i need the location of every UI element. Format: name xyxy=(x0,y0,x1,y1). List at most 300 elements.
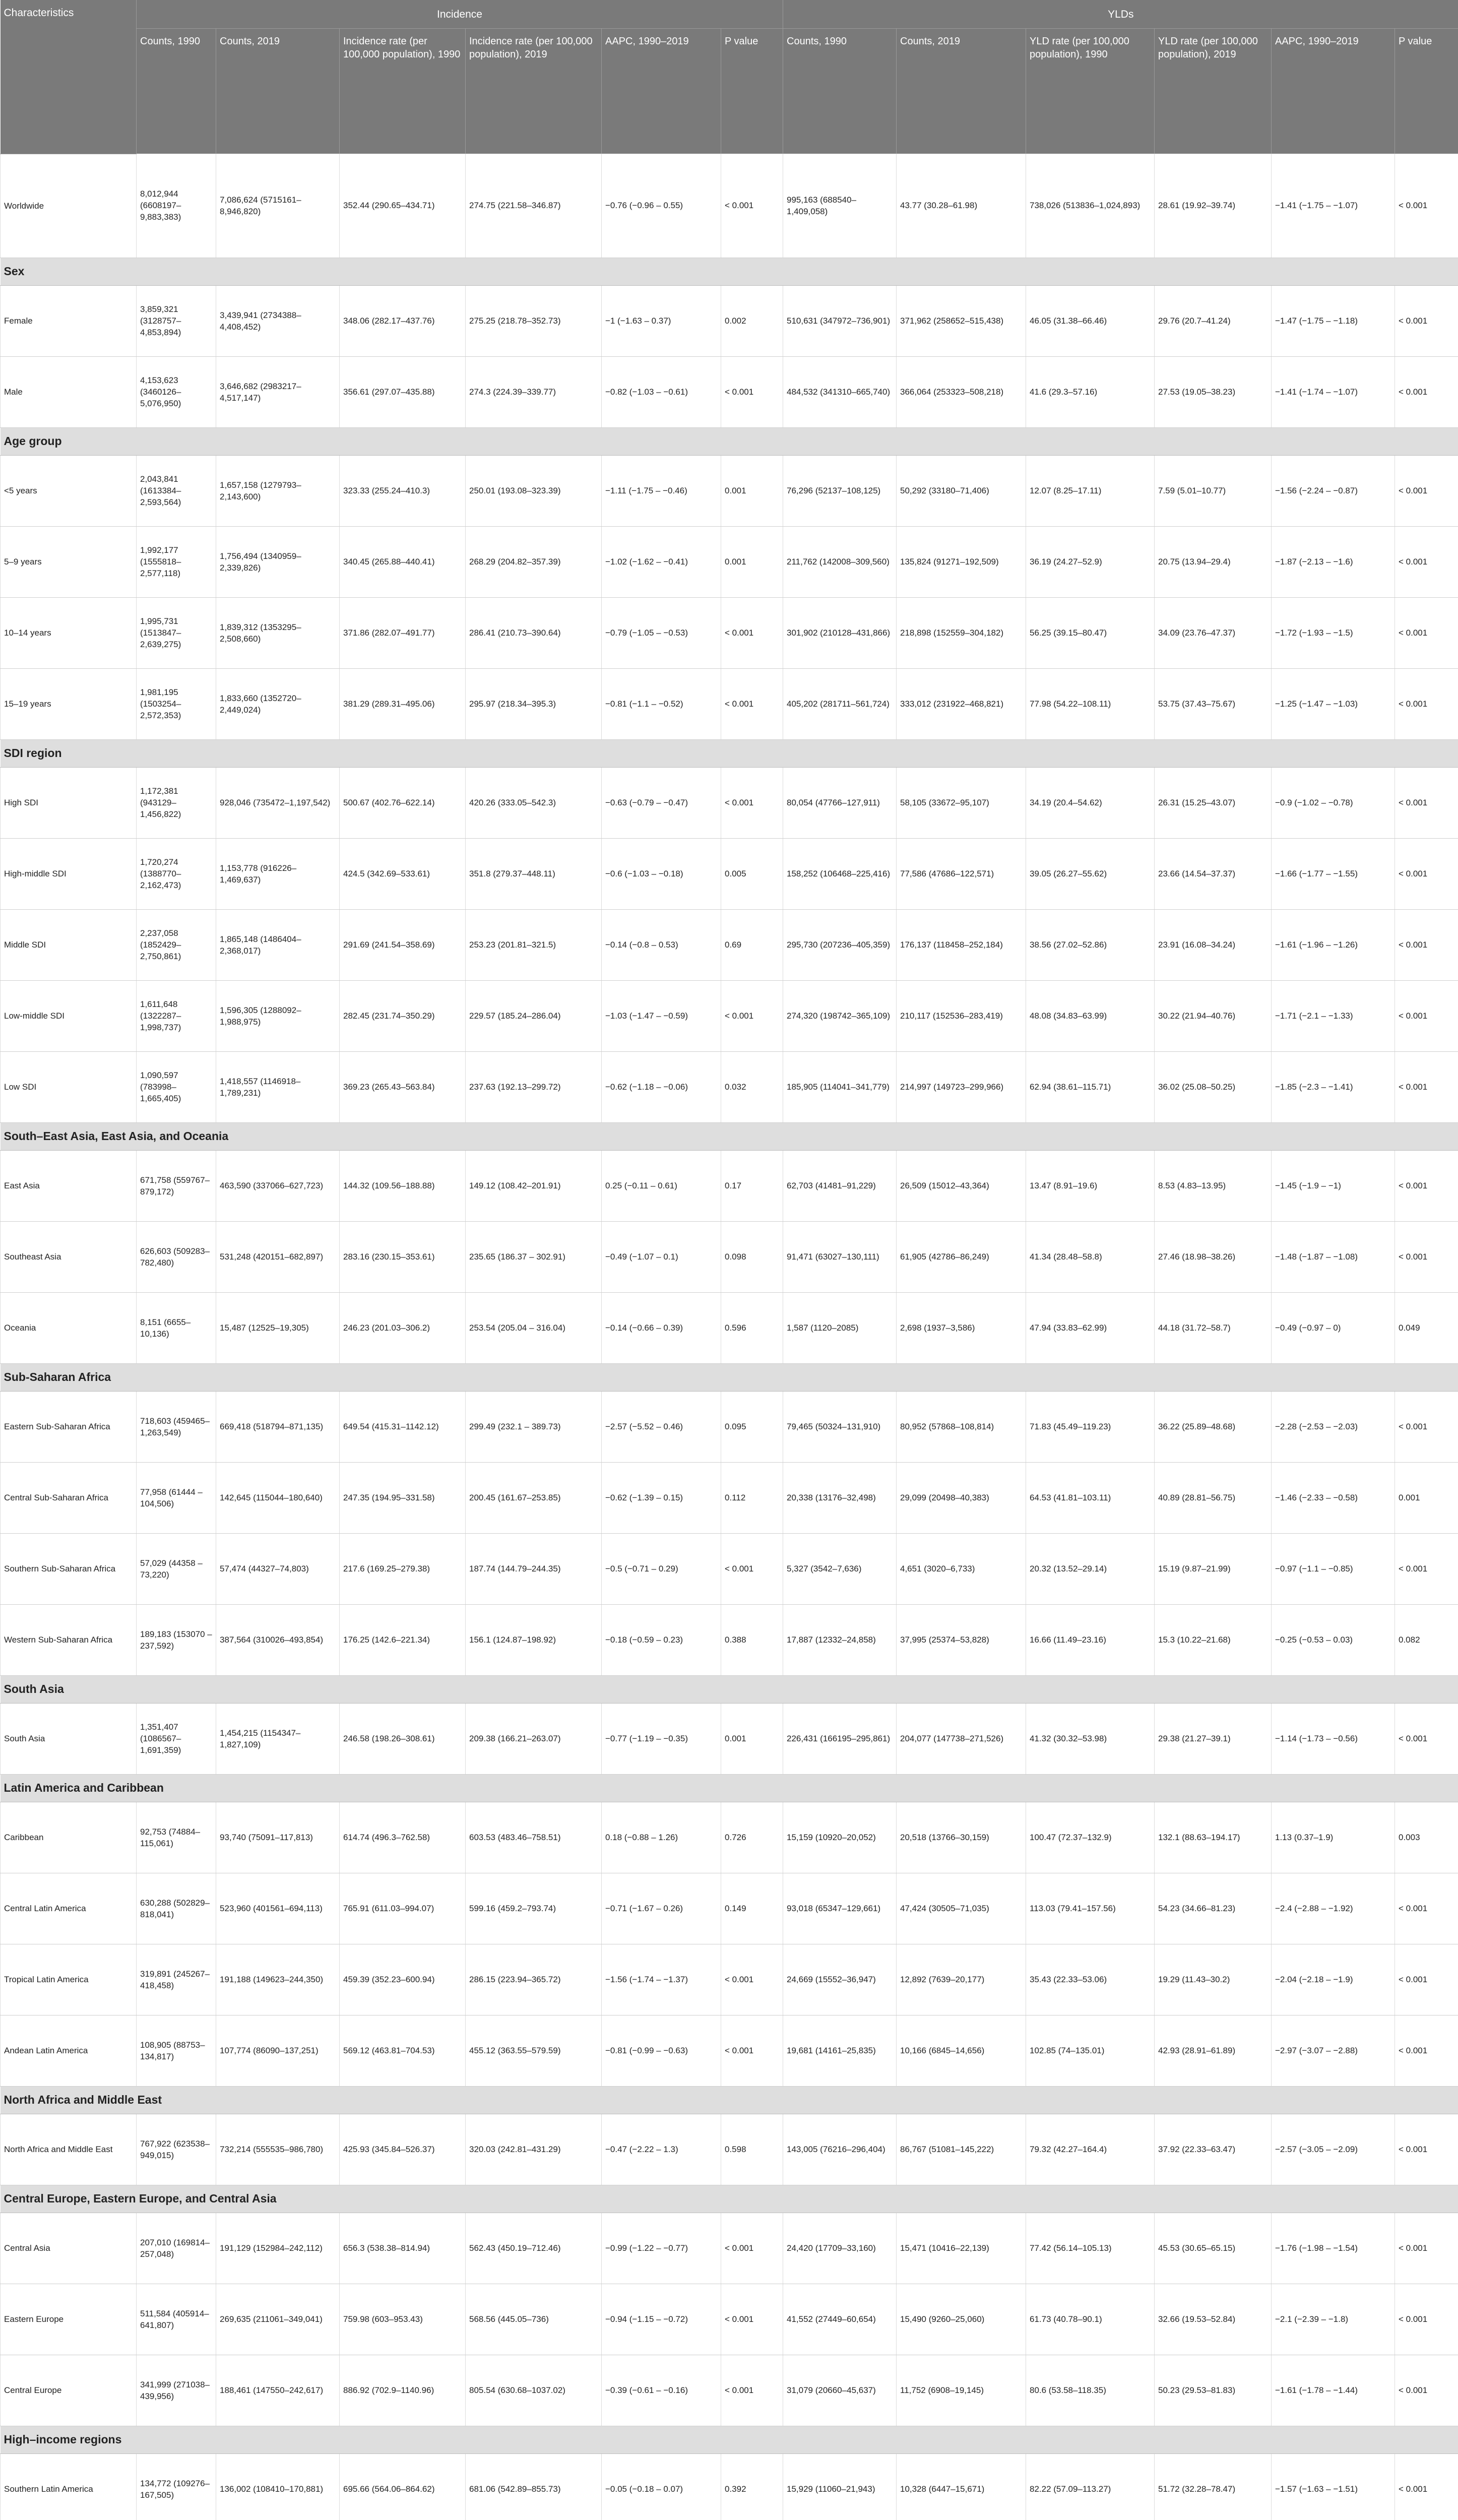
table-cell: 80,952 (57868–108,814) xyxy=(897,1391,1026,1462)
table-cell: 47,424 (30505–71,035) xyxy=(897,1873,1026,1944)
table-cell: 31,079 (20660–45,637) xyxy=(783,2355,897,2426)
table-cell: 204,077 (147738–271,526) xyxy=(897,1703,1026,1774)
section-row xyxy=(1,427,1458,455)
table-cell: < 0.001 xyxy=(1395,909,1458,980)
table-cell: 1,172,381 (943129–1,456,822) xyxy=(137,767,216,838)
table-cell: −0.79 (−1.05 – −0.53) xyxy=(602,597,721,668)
table-cell: −0.14 (−0.8 – 0.53) xyxy=(602,909,721,980)
table-cell: 0.005 xyxy=(721,838,783,909)
table-cell: 77,958 (61444 – 104,506) xyxy=(137,1462,216,1533)
table-cell: 7,086,624 (5715161–8,946,820) xyxy=(216,154,340,258)
table-cell: 1.13 (0.37–1.9) xyxy=(1272,1802,1395,1873)
table-cell: 1,351,407 (1086567–1,691,359) xyxy=(137,1703,216,1774)
table-row xyxy=(1,2453,1458,2520)
table-cell: < 0.001 xyxy=(1395,980,1458,1051)
table-cell: < 0.001 xyxy=(1395,597,1458,668)
table-cell: 26.31 (15.25–43.07) xyxy=(1155,767,1272,838)
table-row xyxy=(1,2284,1458,2355)
table-cell: 630,288 (502829–818,041) xyxy=(137,1873,216,1944)
table-cell: −1 (−1.63 – 0.37) xyxy=(602,285,721,356)
table-cell: < 0.001 xyxy=(1395,1391,1458,1462)
section-label: South–East Asia, East Asia, and Oceania xyxy=(1,1122,1458,1150)
table-cell: 1,992,177 (1555818–2,577,118) xyxy=(137,526,216,597)
table-cell: 144.32 (109.56–188.88) xyxy=(340,1150,466,1221)
header-characteristics: Characteristics xyxy=(1,0,137,154)
table-cell: 20.75 (13.94–29.4) xyxy=(1155,526,1272,597)
table-cell: 54.23 (34.66–81.23) xyxy=(1155,1873,1272,1944)
table-cell: 132.1 (88.63–194.17) xyxy=(1155,1802,1272,1873)
table-cell: −2.57 (−3.05 – −2.09) xyxy=(1272,2114,1395,2185)
table-cell: 15,490 (9260–25,060) xyxy=(897,2284,1026,2355)
table-cell: 0.17 xyxy=(721,1150,783,1221)
table-cell: 12.07 (8.25–17.11) xyxy=(1026,455,1155,526)
table-cell: −2.4 (−2.88 – −1.92) xyxy=(1272,1873,1395,1944)
table-cell: −2.57 (−5.52 – 0.46) xyxy=(602,1391,721,1462)
section-label: North Africa and Middle East xyxy=(1,2086,1458,2114)
table-cell: 24,420 (17709–33,160) xyxy=(783,2213,897,2284)
table-cell: 102.85 (74–135.01) xyxy=(1026,2015,1155,2086)
table-cell: 8,151 (6655–10,136) xyxy=(137,1292,216,1363)
table-cell: 718,603 (459465–1,263,549) xyxy=(137,1391,216,1462)
table-cell: 656.3 (538.38–814.94) xyxy=(340,2213,466,2284)
column-header-incidence-rate-2019: Incidence rate (per 100,000 population), 2019 xyxy=(466,29,602,154)
table-cell: −1.87 (−2.13 – −1.6) xyxy=(1272,526,1395,597)
table-cell: 614.74 (496.3–762.58) xyxy=(340,1802,466,1873)
row-label: Low-middle SDI xyxy=(1,980,137,1051)
table-cell: 51.72 (32.28–78.47) xyxy=(1155,2453,1272,2520)
table-cell: 176,137 (118458–252,184) xyxy=(897,909,1026,980)
table-cell: 93,740 (75091–117,813) xyxy=(216,1802,340,1873)
column-header-yld-rate-2019: YLD rate (per 100,000 population), 2019 xyxy=(1155,29,1272,154)
table-cell: 20,518 (13766–30,159) xyxy=(897,1802,1026,1873)
table-cell: 62.94 (38.61–115.71) xyxy=(1026,1051,1155,1122)
table-cell: < 0.001 xyxy=(1395,2284,1458,2355)
table-cell: 626,603 (509283–782,480) xyxy=(137,1221,216,1292)
table-cell: 2,043,841 (1613384–2,593,564) xyxy=(137,455,216,526)
table-cell: 57,474 (44327–74,803) xyxy=(216,1533,340,1604)
column-header-counts-2019: Counts, 2019 xyxy=(216,29,340,154)
table-cell: 15,471 (10416–22,139) xyxy=(897,2213,1026,2284)
table-cell: 20,338 (13176–32,498) xyxy=(783,1462,897,1533)
row-label: Caribbean xyxy=(1,1802,137,1873)
table-cell: −1.85 (−2.3 – −1.41) xyxy=(1272,1051,1395,1122)
table-row xyxy=(1,1873,1458,1944)
table-cell: 356.61 (297.07–435.88) xyxy=(340,356,466,427)
table-cell: 29,099 (20498–40,383) xyxy=(897,1462,1026,1533)
table-cell: 35.43 (22.33–53.06) xyxy=(1026,1944,1155,2015)
table-cell: 3,859,321 (3128757–4,853,894) xyxy=(137,285,216,356)
table-cell: 531,248 (420151–682,897) xyxy=(216,1221,340,1292)
table-cell: < 0.001 xyxy=(1395,1051,1458,1122)
table-row xyxy=(1,1150,1458,1221)
table-cell: 681.06 (542.89–855.73) xyxy=(466,2453,602,2520)
table-cell: 352.44 (290.65–434.71) xyxy=(340,154,466,258)
table-cell: 93,018 (65347–129,661) xyxy=(783,1873,897,1944)
table-cell: −0.81 (−1.1 – −0.52) xyxy=(602,668,721,739)
table-cell: 61.73 (40.78–90.1) xyxy=(1026,2284,1155,2355)
table-cell: 113.03 (79.41–157.56) xyxy=(1026,1873,1155,1944)
table-cell: 250.01 (193.08–323.39) xyxy=(466,455,602,526)
table-cell: < 0.001 xyxy=(1395,767,1458,838)
table-cell: 218,898 (152559–304,182) xyxy=(897,597,1026,668)
table-cell: −1.57 (−1.63 – −1.51) xyxy=(1272,2453,1395,2520)
table-cell: 425.93 (345.84–526.37) xyxy=(340,2114,466,2185)
section-row xyxy=(1,739,1458,767)
table-cell: 80,054 (47766–127,911) xyxy=(783,767,897,838)
table-row xyxy=(1,1292,1458,1363)
table-cell: 246.58 (198.26–308.61) xyxy=(340,1703,466,1774)
table-cell: −1.03 (−1.47 – −0.59) xyxy=(602,980,721,1051)
table-cell: < 0.001 xyxy=(1395,1873,1458,1944)
table-cell: < 0.001 xyxy=(721,1533,783,1604)
table-cell: −0.5 (−0.71 – 0.29) xyxy=(602,1533,721,1604)
row-label: Oceania xyxy=(1,1292,137,1363)
table-cell: 1,657,158 (1279793–2,143,600) xyxy=(216,455,340,526)
table-cell: −0.25 (−0.53 – 0.03) xyxy=(1272,1604,1395,1675)
section-label: Age group xyxy=(1,427,1458,455)
table-cell: 12,892 (7639–20,177) xyxy=(897,1944,1026,2015)
table-cell: < 0.001 xyxy=(721,597,783,668)
table-cell: 269,635 (211061–349,041) xyxy=(216,2284,340,2355)
table-cell: 62,703 (41481–91,229) xyxy=(783,1150,897,1221)
table-cell: 341,999 (271038–439,956) xyxy=(137,2355,216,2426)
table-cell: 0.001 xyxy=(1395,1462,1458,1533)
table-cell: < 0.001 xyxy=(721,980,783,1051)
table-cell: 156.1 (124.87–198.92) xyxy=(466,1604,602,1675)
table-cell: −0.97 (−1.1 – −0.85) xyxy=(1272,1533,1395,1604)
table-cell: 569.12 (463.81–704.53) xyxy=(340,2015,466,2086)
table-cell: 3,646,682 (2983217–4,517,147) xyxy=(216,356,340,427)
table-cell: 134,772 (109276–167,505) xyxy=(137,2453,216,2520)
table-cell: 0.001 xyxy=(721,455,783,526)
table-row xyxy=(1,838,1458,909)
table-cell: 15,487 (12525–19,305) xyxy=(216,1292,340,1363)
table-cell: 275.25 (218.78–352.73) xyxy=(466,285,602,356)
table-cell: 34.19 (20.4–54.62) xyxy=(1026,767,1155,838)
table-cell: 274.3 (224.39–339.77) xyxy=(466,356,602,427)
table-cell: 58,105 (33672–95,107) xyxy=(897,767,1026,838)
table-cell: 46.05 (31.38–66.46) xyxy=(1026,285,1155,356)
table-cell: 16.66 (11.49–23.16) xyxy=(1026,1604,1155,1675)
table-cell: −1.56 (−1.74 – −1.37) xyxy=(602,1944,721,2015)
table-cell: −2.1 (−2.39 – −1.8) xyxy=(1272,2284,1395,2355)
table-cell: −0.62 (−1.18 – −0.06) xyxy=(602,1051,721,1122)
table-cell: 405,202 (281711–561,724) xyxy=(783,668,897,739)
table-cell: 57,029 (44358 – 73,220) xyxy=(137,1533,216,1604)
table-cell: 37.92 (22.33–63.47) xyxy=(1155,2114,1272,2185)
table-row xyxy=(1,767,1458,838)
table-cell: −0.99 (−1.22 – −0.77) xyxy=(602,2213,721,2284)
table-cell: 759.98 (603–953.43) xyxy=(340,2284,466,2355)
table-cell: < 0.001 xyxy=(1395,2015,1458,2086)
table-cell: 42.93 (28.91–61.89) xyxy=(1155,2015,1272,2086)
table-cell: 191,188 (149623–244,350) xyxy=(216,1944,340,2015)
table-cell: 1,611,648 (1322287–1,998,737) xyxy=(137,980,216,1051)
table-cell: 340.45 (265.88–440.41) xyxy=(340,526,466,597)
table-cell: 0.095 xyxy=(721,1391,783,1462)
table-cell: < 0.001 xyxy=(1395,838,1458,909)
table-cell: 599.16 (459.2–793.74) xyxy=(466,1873,602,1944)
table-cell: 511,584 (405914–641,807) xyxy=(137,2284,216,2355)
row-label: 5–9 years xyxy=(1,526,137,597)
table-cell: < 0.001 xyxy=(1395,2114,1458,2185)
column-header-yld-counts-2019: Counts, 2019 xyxy=(897,29,1026,154)
table-cell: 333,012 (231922–468,821) xyxy=(897,668,1026,739)
table-cell: 928,046 (735472–1,197,542) xyxy=(216,767,340,838)
table-cell: 1,833,660 (1352720–2,449,024) xyxy=(216,668,340,739)
row-label: Southeast Asia xyxy=(1,1221,137,1292)
table-cell: 671,758 (559767–879,172) xyxy=(137,1150,216,1221)
table-cell: < 0.001 xyxy=(721,1944,783,2015)
header-ylds-group: YLDs xyxy=(783,0,1458,29)
row-label: 10–14 years xyxy=(1,597,137,668)
table-cell: −0.82 (−1.03 – −0.61) xyxy=(602,356,721,427)
table-cell: 38.56 (27.02–52.86) xyxy=(1026,909,1155,980)
table-cell: 286.41 (210.73–390.64) xyxy=(466,597,602,668)
table-cell: 40.89 (28.81–56.75) xyxy=(1155,1462,1272,1533)
table-cell: −0.94 (−1.15 – −0.72) xyxy=(602,2284,721,2355)
table-cell: 217.6 (169.25–279.38) xyxy=(340,1533,466,1604)
table-cell: 41.32 (30.32–53.98) xyxy=(1026,1703,1155,1774)
table-cell: 459.39 (352.23–600.94) xyxy=(340,1944,466,2015)
table-row xyxy=(1,597,1458,668)
section-row xyxy=(1,1363,1458,1391)
column-header-yld-p-value: P value xyxy=(1395,29,1458,154)
table-row xyxy=(1,980,1458,1051)
column-header-yld-aapc: AAPC, 1990–2019 xyxy=(1272,29,1395,154)
table-cell: 562.43 (450.19–712.46) xyxy=(466,2213,602,2284)
table-cell: 48.08 (34.83–63.99) xyxy=(1026,980,1155,1051)
table-cell: 56.25 (39.15–80.47) xyxy=(1026,597,1155,668)
row-label: Eastern Europe xyxy=(1,2284,137,2355)
row-label: North Africa and Middle East xyxy=(1,2114,137,2185)
section-label: Latin America and Caribbean xyxy=(1,1774,1458,1802)
table-row xyxy=(1,668,1458,739)
row-label: High-middle SDI xyxy=(1,838,137,909)
table-cell: 15.3 (10.22–21.68) xyxy=(1155,1604,1272,1675)
table-cell: −1.41 (−1.74 – −1.07) xyxy=(1272,356,1395,427)
table-cell: 2,698 (1937–3,586) xyxy=(897,1292,1026,1363)
table-cell: −0.63 (−0.79 – −0.47) xyxy=(602,767,721,838)
table-body xyxy=(1,154,1458,2520)
row-label: East Asia xyxy=(1,1150,137,1221)
table-cell: 8,012,944 (6608197–9,883,383) xyxy=(137,154,216,258)
table-cell: 13.47 (8.91–19.6) xyxy=(1026,1150,1155,1221)
table-cell: −1.02 (−1.62 – −0.41) xyxy=(602,526,721,597)
table-cell: 64.53 (41.81–103.11) xyxy=(1026,1462,1155,1533)
table-cell: 26,509 (15012–43,364) xyxy=(897,1150,1026,1221)
table-cell: −1.14 (−1.73 – −0.56) xyxy=(1272,1703,1395,1774)
table-cell: < 0.001 xyxy=(721,2355,783,2426)
table-cell: 767,922 (623538–949,015) xyxy=(137,2114,216,2185)
table-cell: 77,586 (47686–122,571) xyxy=(897,838,1026,909)
table-cell: 1,720,274 (1388770–2,162,473) xyxy=(137,838,216,909)
table-cell: 500.67 (402.76–622.14) xyxy=(340,767,466,838)
table-cell: 191,129 (152984–242,112) xyxy=(216,2213,340,2284)
table-cell: 92,753 (74884–115,061) xyxy=(137,1802,216,1873)
table-cell: 253.54 (205.04 – 316.04) xyxy=(466,1292,602,1363)
table-cell: 27.46 (18.98–38.26) xyxy=(1155,1221,1272,1292)
row-label: South Asia xyxy=(1,1703,137,1774)
table-cell: 1,756,494 (1340959–2,339,826) xyxy=(216,526,340,597)
column-header-counts-1990: Counts, 1990 xyxy=(137,29,216,154)
row-label: Tropical Latin America xyxy=(1,1944,137,2015)
table-cell: 1,090,597 (783998–1,665,405) xyxy=(137,1051,216,1122)
table-cell: 738,026 (513836–1,024,893) xyxy=(1026,154,1155,258)
table-cell: 295,730 (207236–405,359) xyxy=(783,909,897,980)
table-cell: 142,645 (115044–180,640) xyxy=(216,1462,340,1533)
table-row xyxy=(1,1802,1458,1873)
table-cell: 603.53 (483.46–758.51) xyxy=(466,1802,602,1873)
table-cell: −0.76 (−0.96 – 0.55) xyxy=(602,154,721,258)
row-label: Male xyxy=(1,356,137,427)
table-cell: 247.35 (194.95–331.58) xyxy=(340,1462,466,1533)
table-cell: 1,454,215 (1154347–1,827,109) xyxy=(216,1703,340,1774)
table-cell: 34.09 (23.76–47.37) xyxy=(1155,597,1272,668)
table-cell: 283.16 (230.15–353.61) xyxy=(340,1221,466,1292)
table-cell: < 0.001 xyxy=(1395,285,1458,356)
table-cell: 484,532 (341310–665,740) xyxy=(783,356,897,427)
table-cell: 424.5 (342.69–533.61) xyxy=(340,838,466,909)
table-row xyxy=(1,909,1458,980)
table-cell: 1,587 (1120–2085) xyxy=(783,1292,897,1363)
table-cell: 45.53 (30.65–65.15) xyxy=(1155,2213,1272,2284)
table-cell: < 0.001 xyxy=(721,154,783,258)
table-cell: 301,902 (210128–431,866) xyxy=(783,597,897,668)
table-cell: 80.6 (53.58–118.35) xyxy=(1026,2355,1155,2426)
table-row xyxy=(1,1533,1458,1604)
table-cell: 27.53 (19.05–38.23) xyxy=(1155,356,1272,427)
table-cell: −0.05 (−0.18 – 0.07) xyxy=(602,2453,721,2520)
table-cell: −2.28 (−2.53 – −2.03) xyxy=(1272,1391,1395,1462)
table-cell: 299.49 (232.1 – 389.73) xyxy=(466,1391,602,1462)
table-cell: 24,669 (15552–36,947) xyxy=(783,1944,897,2015)
table-cell: 463,590 (337066–627,723) xyxy=(216,1150,340,1221)
row-label: Female xyxy=(1,285,137,356)
table-cell: −1.45 (−1.9 – −1) xyxy=(1272,1150,1395,1221)
table-cell: 50.23 (29.53–81.83) xyxy=(1155,2355,1272,2426)
table-cell: 8.53 (4.83–13.95) xyxy=(1155,1150,1272,1221)
table-cell: −1.11 (−1.75 – −0.46) xyxy=(602,455,721,526)
row-label: Central Europe xyxy=(1,2355,137,2426)
table-cell: 229.57 (185.24–286.04) xyxy=(466,980,602,1051)
table-cell: 188,461 (147550–242,617) xyxy=(216,2355,340,2426)
table-cell: < 0.001 xyxy=(1395,356,1458,427)
column-header-aapc: AAPC, 1990–2019 xyxy=(602,29,721,154)
table-cell: 4,651 (3020–6,733) xyxy=(897,1533,1026,1604)
table-cell: 1,839,312 (1353295–2,508,660) xyxy=(216,597,340,668)
section-row xyxy=(1,1675,1458,1703)
table-row xyxy=(1,2015,1458,2086)
table-cell: 995,163 (688540–1,409,058) xyxy=(783,154,897,258)
table-cell: −1.47 (−1.75 – −1.18) xyxy=(1272,285,1395,356)
table-cell: 15,929 (11060–21,943) xyxy=(783,2453,897,2520)
section-label: Central Europe, Eastern Europe, and Central Asia xyxy=(1,2185,1458,2213)
table-cell: −1.66 (−1.77 – −1.55) xyxy=(1272,838,1395,909)
table-cell: −1.41 (−1.75 – −1.07) xyxy=(1272,154,1395,258)
table-cell: −0.81 (−0.99 – −0.63) xyxy=(602,2015,721,2086)
table-row xyxy=(1,455,1458,526)
table-cell: 0.392 xyxy=(721,2453,783,2520)
table-cell: 0.596 xyxy=(721,1292,783,1363)
table-cell: 0.098 xyxy=(721,1221,783,1292)
table-cell: 135,824 (91271–192,509) xyxy=(897,526,1026,597)
table-cell: < 0.001 xyxy=(1395,2355,1458,2426)
table-cell: 15,159 (10920–20,052) xyxy=(783,1802,897,1873)
table-cell: −0.77 (−1.19 – −0.35) xyxy=(602,1703,721,1774)
table-cell: 79.32 (42.27–164.4) xyxy=(1026,2114,1155,2185)
table-cell: −2.04 (−2.18 – −1.9) xyxy=(1272,1944,1395,2015)
row-label: Eastern Sub-Saharan Africa xyxy=(1,1391,137,1462)
table-cell: 0.726 xyxy=(721,1802,783,1873)
table-cell: 143,005 (76216–296,404) xyxy=(783,2114,897,2185)
table-cell: < 0.001 xyxy=(721,2015,783,2086)
table-cell: 107,774 (86090–137,251) xyxy=(216,2015,340,2086)
table-cell: −0.9 (−1.02 – −0.78) xyxy=(1272,767,1395,838)
table-cell: 0.082 xyxy=(1395,1604,1458,1675)
table-cell: 1,418,557 (1146918–1,789,231) xyxy=(216,1051,340,1122)
table-cell: 369.23 (265.43–563.84) xyxy=(340,1051,466,1122)
table-cell: 268.29 (204.82–357.39) xyxy=(466,526,602,597)
table-cell: 210,117 (152536–283,419) xyxy=(897,980,1026,1051)
table-cell: < 0.001 xyxy=(721,2213,783,2284)
table-cell: 76,296 (52137–108,125) xyxy=(783,455,897,526)
section-label: South Asia xyxy=(1,1675,1458,1703)
table-cell: −0.6 (−1.03 – −0.18) xyxy=(602,838,721,909)
row-label: High SDI xyxy=(1,767,137,838)
table-cell: 50,292 (33180–71,406) xyxy=(897,455,1026,526)
table-cell: −1.61 (−1.96 – −1.26) xyxy=(1272,909,1395,980)
table-row xyxy=(1,285,1458,356)
column-header-incidence-rate-1990: Incidence rate (per 100,000 population), 1990 xyxy=(340,29,466,154)
table-cell: 211,762 (142008–309,560) xyxy=(783,526,897,597)
section-row xyxy=(1,2086,1458,2114)
table-cell: 36.02 (25.08–50.25) xyxy=(1155,1051,1272,1122)
table-cell: −1.48 (−1.87 – −1.08) xyxy=(1272,1221,1395,1292)
table-cell: 237.63 (192.13–299.72) xyxy=(466,1051,602,1122)
column-header-yld-rate-1990: YLD rate (per 100,000 population), 1990 xyxy=(1026,29,1155,154)
table-cell: 282.45 (231.74–350.29) xyxy=(340,980,466,1051)
table-cell: 523,960 (401561–694,113) xyxy=(216,1873,340,1944)
row-label: Low SDI xyxy=(1,1051,137,1122)
table-row xyxy=(1,1051,1458,1122)
section-label: High–income regions xyxy=(1,2426,1458,2453)
table-cell: 387,564 (310026–493,854) xyxy=(216,1604,340,1675)
table-row xyxy=(1,1604,1458,1675)
row-label: Worldwide xyxy=(1,154,137,258)
table-cell: 0.049 xyxy=(1395,1292,1458,1363)
table-cell: 286.15 (223.94–365.72) xyxy=(466,1944,602,2015)
table-cell: 0.003 xyxy=(1395,1802,1458,1873)
row-label: 15–19 years xyxy=(1,668,137,739)
table-cell: 805.54 (630.68–1037.02) xyxy=(466,2355,602,2426)
table-cell: −0.62 (−1.39 – 0.15) xyxy=(602,1462,721,1533)
table-cell: 4,153,623 (3460126–5,076,950) xyxy=(137,356,216,427)
table-cell: 47.94 (33.83–62.99) xyxy=(1026,1292,1155,1363)
table-cell: 43.77 (30.28–61.98) xyxy=(897,154,1026,258)
table-cell: 79,465 (50324–131,910) xyxy=(783,1391,897,1462)
table-cell: 149.12 (108.42–201.91) xyxy=(466,1150,602,1221)
table-cell: < 0.001 xyxy=(1395,2213,1458,2284)
row-label: Southern Sub-Saharan Africa xyxy=(1,1533,137,1604)
table-cell: 274,320 (198742–365,109) xyxy=(783,980,897,1051)
table-row xyxy=(1,1703,1458,1774)
table-cell: 371,962 (258652–515,438) xyxy=(897,285,1026,356)
table-cell: 91,471 (63027–130,111) xyxy=(783,1221,897,1292)
table-row xyxy=(1,2213,1458,2284)
table-cell: 41.34 (28.48–58.8) xyxy=(1026,1221,1155,1292)
table-cell: −0.18 (−0.59 – 0.23) xyxy=(602,1604,721,1675)
